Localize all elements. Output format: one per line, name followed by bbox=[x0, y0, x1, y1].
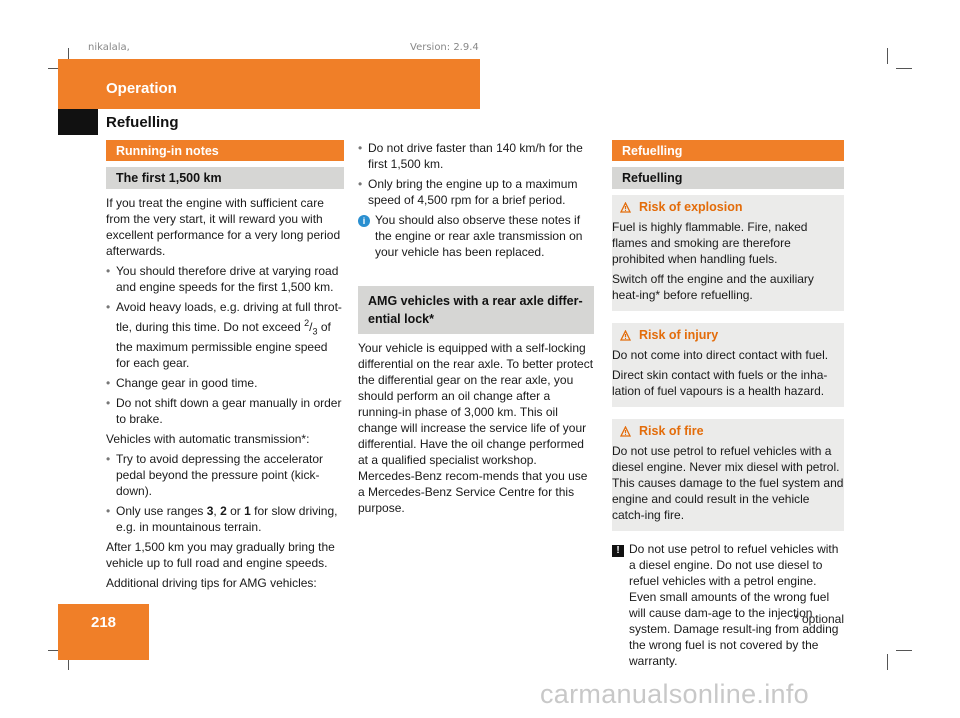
watermark: carmanualsonline.info bbox=[540, 679, 809, 709]
list-item-text: Change gear in good time. bbox=[116, 376, 258, 391]
subsection-bar-refuelling: Refuelling bbox=[612, 167, 844, 189]
range-value: 1 bbox=[244, 504, 251, 519]
list-item bbox=[106, 503, 344, 535]
intro-paragraph: If you treat the engine with sufficient care from the very start, it will reward you with excellent performance for a very long period afterwards. bbox=[106, 196, 341, 258]
text-fragment: of the maximum permissible engine speed for each gear. bbox=[116, 320, 331, 371]
warning-title-text: Risk of fire bbox=[639, 424, 704, 438]
info-text: You should also observe these notes if the engine or rear axle transmission on your vehicle has been replaced. bbox=[375, 213, 583, 259]
bullet-icon: • bbox=[358, 141, 363, 155]
crop-mark bbox=[896, 68, 912, 69]
bullet-icon: • bbox=[106, 264, 111, 278]
text-fragment: for slow driving, e.g. in mountainous terrain. bbox=[116, 504, 338, 535]
page-number: 218 bbox=[90, 614, 117, 631]
list-item-text: Only bring the engine up to a maximum speed of 4,500 rpm for a brief period. bbox=[368, 177, 578, 207]
notice-note bbox=[612, 541, 844, 669]
warning-text: Do not use petrol to refuel vehicles with a diesel engine. Never mix diesel with petrol. This causes damage to the fuel system and engine and could result in the vehicle catch-ing fire. bbox=[612, 444, 844, 522]
warning-title bbox=[620, 423, 844, 439]
text-fragment: or bbox=[226, 504, 245, 519]
warning-text: Do not come into direct contact with fuel. bbox=[612, 348, 829, 362]
list-item-text: You should therefore drive at varying road and engine speeds for the first 1,500 km. bbox=[116, 264, 339, 294]
text-fragment: Only use ranges bbox=[116, 504, 207, 519]
meta-version: Version: 2.9.4 bbox=[410, 42, 479, 53]
info-note bbox=[358, 212, 594, 260]
warning-title bbox=[620, 199, 844, 215]
warning-triangle-icon bbox=[620, 202, 631, 213]
list-item bbox=[106, 375, 344, 391]
column-running-in bbox=[106, 140, 344, 595]
text-fragment: , bbox=[213, 504, 221, 519]
range-value: 3 bbox=[206, 504, 214, 519]
range-value: 2 bbox=[220, 504, 227, 519]
list-item bbox=[106, 263, 344, 295]
warning-text: Direct skin contact with fuels or the inha-lation of fuel vapours is a health hazard. bbox=[612, 368, 828, 398]
warning-title bbox=[620, 327, 844, 343]
crop-mark bbox=[896, 650, 912, 651]
list-item bbox=[106, 395, 344, 427]
subsection-title: Refuelling bbox=[106, 114, 179, 131]
notice-text: Do not use petrol to refuel vehicles with a diesel engine. Do not use diesel to refuel vehicles with a petrol engine. Even small amounts of the wrong fuel will cause dam-age to the injection system. Damage result-ing from adding the wrong fuel is not covered by the warranty. bbox=[629, 542, 839, 668]
bullet-icon: • bbox=[106, 452, 111, 467]
subsection-bar-first-1500: The first 1,500 km bbox=[106, 167, 344, 189]
bullet-icon: • bbox=[358, 177, 363, 191]
page-number-box bbox=[58, 604, 149, 660]
section-bar-running-in: Running-in notes bbox=[106, 140, 344, 161]
automatic-heading: Vehicles with automatic transmission*: bbox=[106, 432, 310, 447]
info-icon: i bbox=[358, 215, 370, 227]
exclamation-icon: ! bbox=[612, 545, 624, 557]
list-item bbox=[358, 140, 594, 172]
amg-tips-paragraph: Additional driving tips for AMG vehicles: bbox=[106, 576, 317, 591]
column-amg bbox=[358, 140, 594, 520]
section-title: Operation bbox=[106, 80, 177, 97]
crop-mark bbox=[887, 48, 888, 64]
bullet-icon: • bbox=[106, 396, 111, 411]
warning-box-explosion bbox=[612, 195, 844, 311]
warning-triangle-icon bbox=[620, 426, 631, 437]
list-item-text bbox=[116, 503, 344, 535]
list-item bbox=[106, 451, 344, 499]
warning-text: Switch off the engine and the auxiliary heat-ing* before refuelling. bbox=[612, 272, 814, 302]
crop-mark bbox=[887, 654, 888, 670]
warning-title-text: Risk of injury bbox=[639, 328, 719, 342]
amg-paragraph: Your vehicle is equipped with a self-locking differential on the rear axle. To better protect the differential gear on the rear axle, you should perform an oil change after a running-in phase of 3,000 km. This oil change will increase the service life of your differential. Have the oil change performed at a qualified specialist workshop. Mercedes-Benz recom-mends that you use a Mercedes-Benz Service Centre for this purpose. bbox=[358, 341, 594, 515]
bullet-icon: • bbox=[106, 300, 111, 314]
bullet-icon: • bbox=[106, 504, 111, 519]
meta-author: nikalala, bbox=[88, 42, 130, 53]
list-item bbox=[358, 176, 594, 208]
warning-text: Fuel is highly flammable. Fire, naked flames and smoking are therefore prohibited when handling fuels. bbox=[612, 220, 808, 266]
list-item-text: Do not shift down a gear manually in order to brake. bbox=[116, 396, 342, 427]
list-item-text: Try to avoid depressing the accelerator pedal beyond the pressure point (kick-down). bbox=[116, 452, 323, 499]
warning-triangle-icon bbox=[620, 330, 631, 341]
bullet-icon: • bbox=[106, 376, 111, 391]
after-paragraph: After 1,500 km you may gradually bring the vehicle up to full road and engine speeds. bbox=[106, 540, 335, 571]
subsection-bar-amg-lock: AMG vehicles with a rear axle differ-ential lock* bbox=[358, 286, 594, 334]
list-item bbox=[106, 299, 344, 371]
footnote: * optional bbox=[793, 612, 844, 626]
fraction-denominator: 3 bbox=[312, 326, 318, 337]
warning-box-injury bbox=[612, 323, 844, 407]
column-refuelling bbox=[612, 140, 844, 673]
text-fragment: Avoid heavy loads, e.g. driving at full throt-tle, during this time. Do not exceed bbox=[116, 300, 342, 334]
list-item-text: Avoid heavy loads, e.g. driving at full throt-tle, during this time. Do not exceed $^2/_3$ of the maximum permissible engine speed for each gear. bbox=[116, 300, 342, 371]
warning-box-fire bbox=[612, 419, 844, 531]
fraction-numerator: 2 bbox=[304, 318, 310, 328]
header-marker bbox=[58, 109, 98, 135]
warning-title-text: Risk of explosion bbox=[639, 200, 743, 214]
list-item-text: Do not drive faster than 140 km/h for the first 1,500 km. bbox=[368, 141, 583, 171]
section-bar-refuelling: Refuelling bbox=[612, 140, 844, 161]
